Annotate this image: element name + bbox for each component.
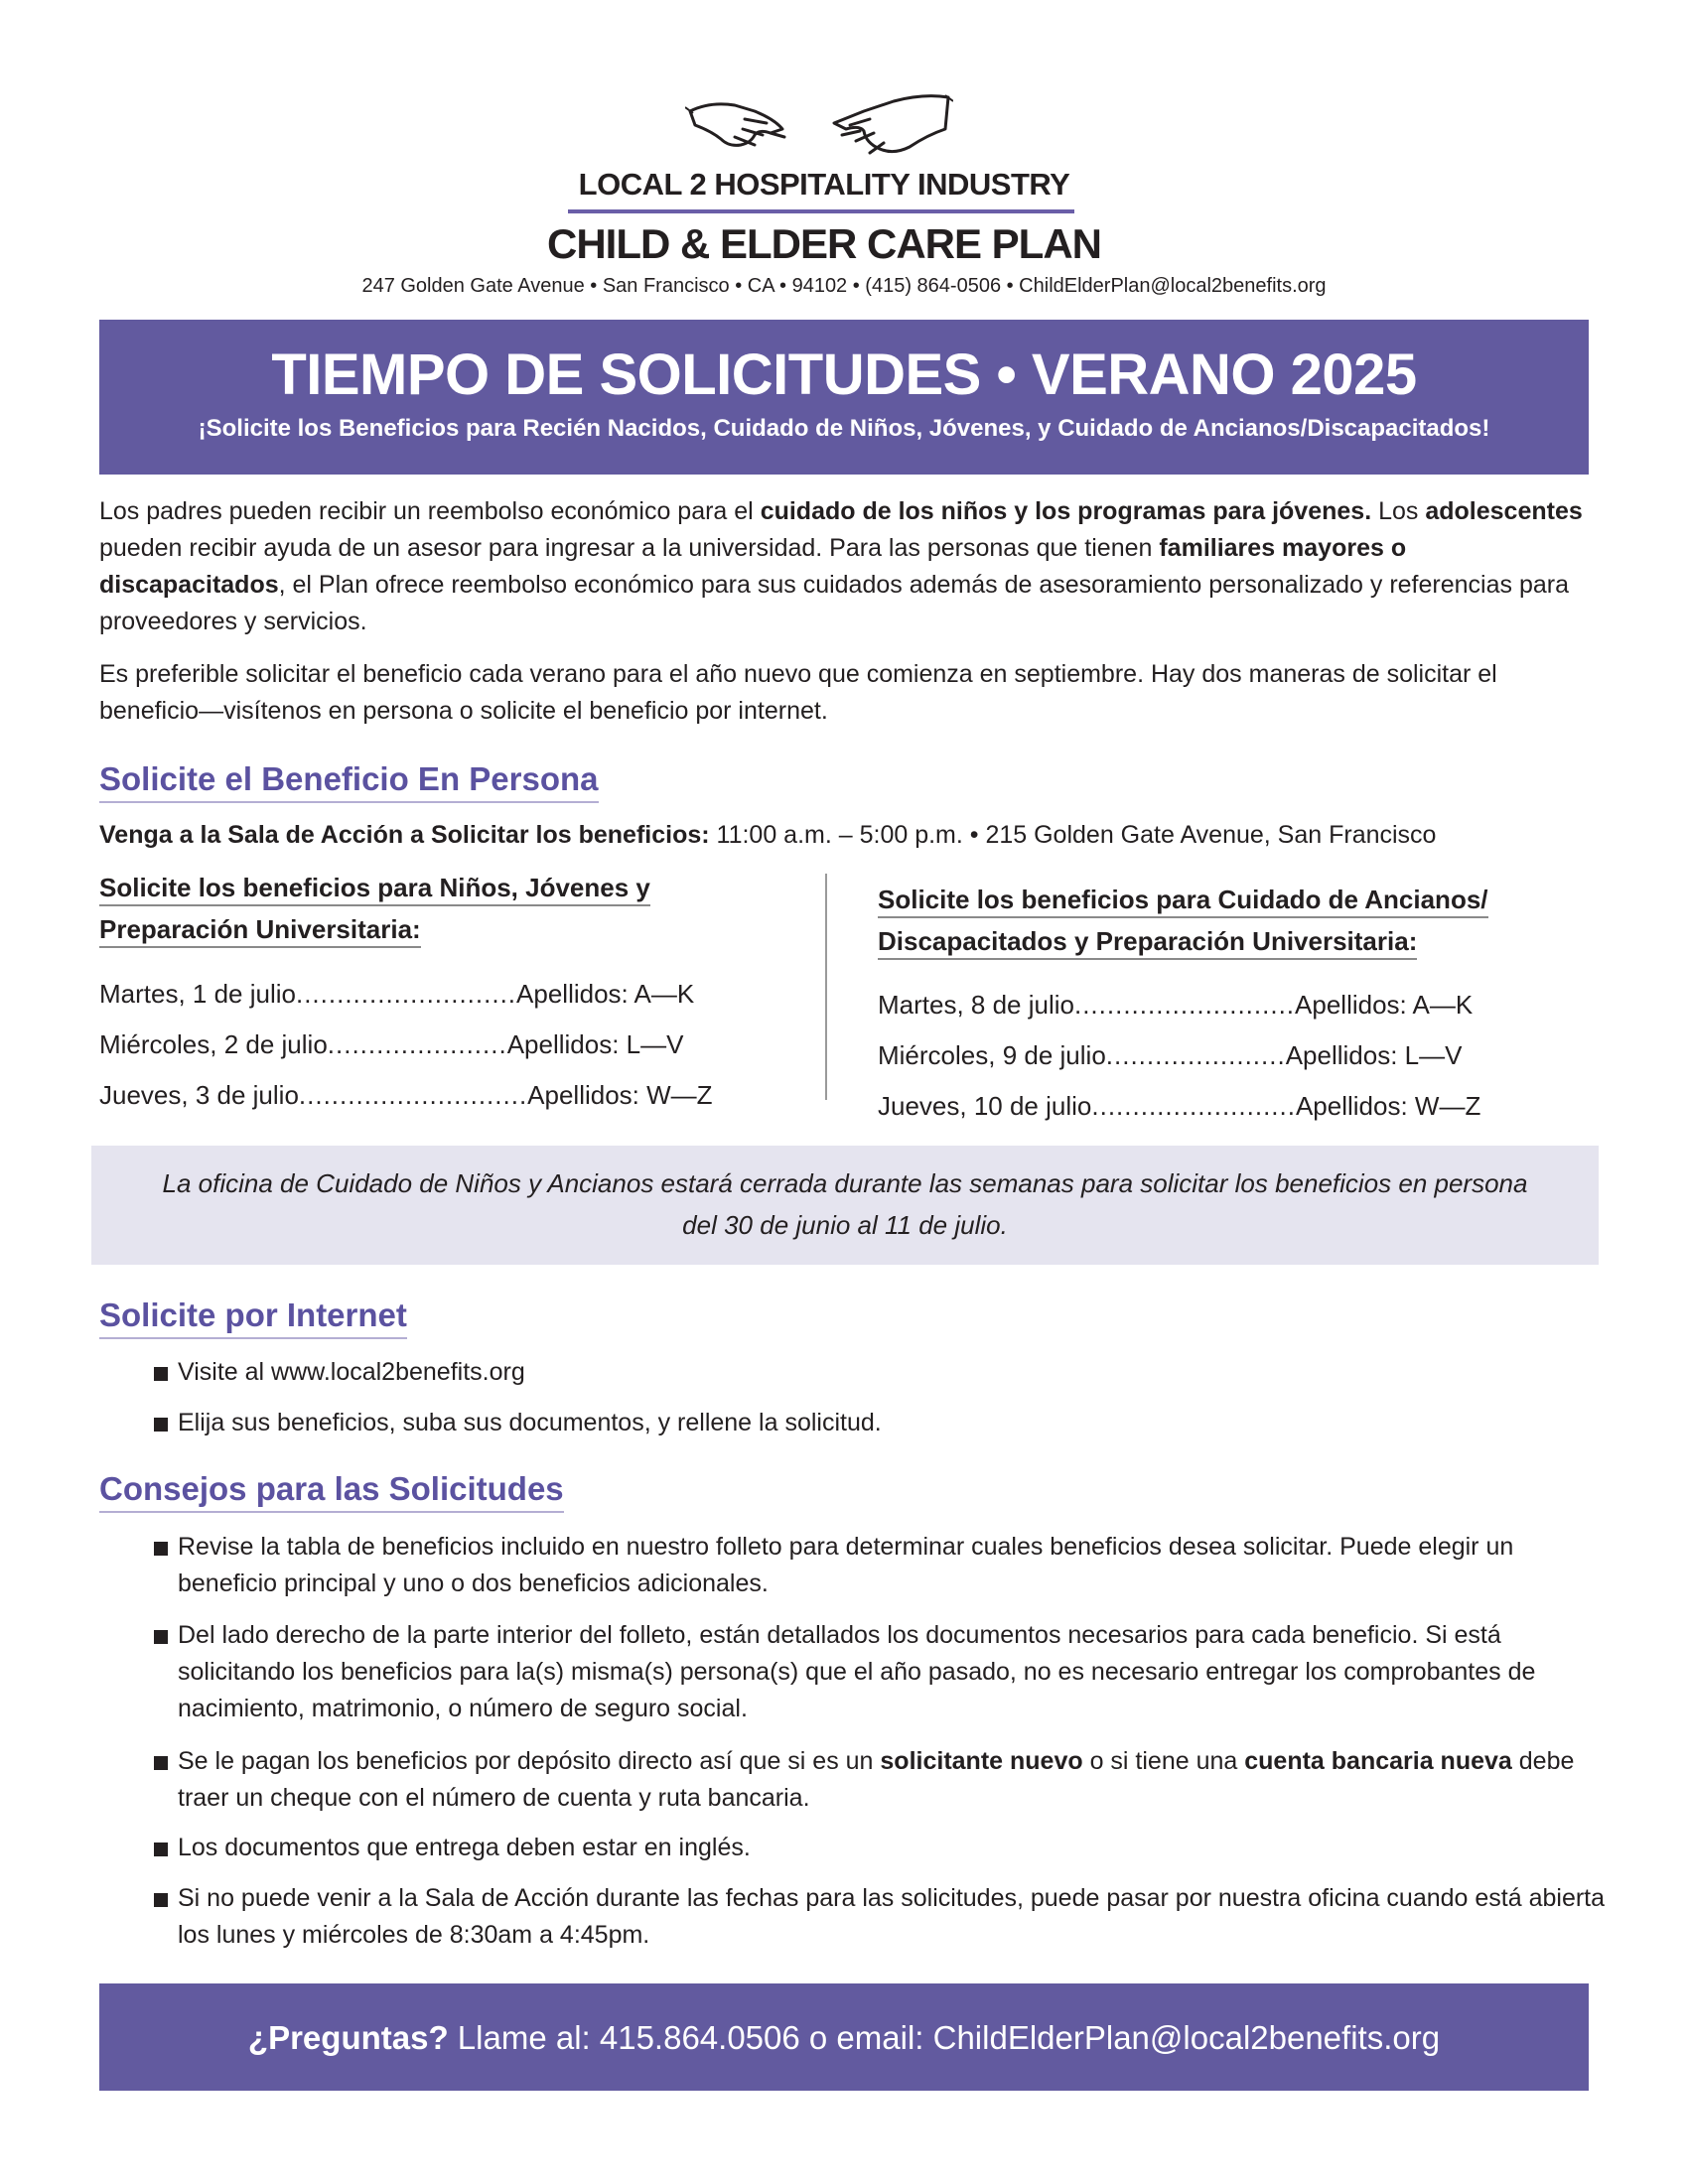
leader-dots: ........................... [295, 979, 517, 1009]
column-divider [825, 874, 827, 1100]
schedule-day: Jueves, 10 de julio [878, 1091, 1092, 1121]
schedule-surnames: Apellidos: W—Z [1295, 1091, 1481, 1121]
section-heading-in-person: Solicite el Beneficio En Persona [99, 759, 599, 803]
schedule-day: Miércoles, 9 de julio [878, 1040, 1106, 1070]
list-item [154, 1880, 1608, 1954]
intro-bold: cuidado de los niños y los programas para jóvenes. [760, 497, 1372, 525]
schedule-day: Martes, 1 de julio [99, 979, 296, 1009]
list-item-text: Si no puede venir a la Sala de Acción durante las fechas para las solicitudes, puede pasar por nuestra oficina cuando está abierta los lunes y miércoles de 8:30am a 4:45pm. [178, 1884, 1606, 1949]
schedule-surnames: Apellidos: L—V [1285, 1040, 1463, 1070]
org-name-divider [568, 209, 1074, 213]
venue-bold: Venga a la Sala de Acción a Solicitar los beneficios: [99, 821, 710, 849]
venue-line [99, 817, 1589, 854]
square-bullet-icon [154, 1756, 168, 1770]
intro-paragraph-2: Es preferible solicitar el beneficio cada verano para el año nuevo que comienza en septiembre. Hay dos maneras de solicitar el beneficio—visítenos en persona o solicite el beneficio por internet. [99, 660, 1497, 725]
intro-paragraph-1 [99, 493, 1589, 640]
right-column-heading [878, 879, 1488, 962]
square-bullet-icon [154, 1542, 168, 1556]
intro-bold: adolescentes [1425, 497, 1583, 525]
schedule-surnames: Apellidos: W—Z [527, 1080, 713, 1110]
schedule-row [99, 974, 794, 1024]
schedule-surnames: Apellidos: A—K [516, 979, 695, 1009]
list-item-text: Los documentos que entrega deben estar en inglés. [178, 1834, 751, 1861]
schedule-day: Miércoles, 2 de julio [99, 1029, 328, 1059]
contact-address: 247 Golden Gate Avenue • San Francisco • CA • 94102 • (415) 864-0506 • ChildElderPlan@local2benefits.org [361, 275, 1327, 297]
schedule-row [878, 1086, 1573, 1137]
list-item-text: Del lado derecho de la parte interior del folleto, están detallados los documentos necesarios para cada beneficio. Si está solicitando los beneficios para la(s) misma(s) persona(s) que el año pasado, no es necesario entregar los comprobantes de nacimiento, matrimonio, o número de seguro social. [178, 1621, 1536, 1722]
leader-dots: ...................... [1105, 1040, 1286, 1070]
leader-dots: ...................... [327, 1029, 507, 1059]
intro-text: Los padres pueden recibir un reembolso económico para el [99, 497, 761, 525]
square-bullet-icon [154, 1893, 168, 1907]
list-item-text: Visite al www.local2benefits.org [178, 1358, 525, 1386]
banner-title: TIEMPO DE SOLICITUDES • VERANO 2025 [271, 342, 1417, 407]
right-head-line1: Solicite los beneficios para Cuidado de Ancianos/ [878, 885, 1488, 918]
schedule-row [878, 1035, 1573, 1086]
notice-text [91, 1162, 1599, 1246]
intro-text: , el Plan ofrece reembolso económico para sus cuidados además de asesoramiento personalizado y referencias para proveedores y servicios. [99, 571, 1569, 635]
intro-text: pueden recibir ayuda de un asesor para ingresar a la universidad. Para las personas que tienen [99, 534, 1160, 562]
intro-bold: familiares mayores o discapacitados [99, 534, 1407, 599]
list-item [154, 1354, 1608, 1391]
list-item [154, 1830, 1608, 1866]
list-item-text: Se le pagan los beneficios por depósito directo así que si es un [178, 1747, 881, 1775]
right-head-line2: Discapacitados y Preparación Universitaria: [878, 926, 1417, 960]
contact-footer [99, 1983, 1589, 2091]
org-name-line2: CHILD & ELDER CARE PLAN [546, 220, 1101, 267]
leader-dots: ............................ [298, 1080, 528, 1110]
leader-dots: ........................... [1073, 990, 1296, 1020]
square-bullet-icon [154, 1418, 168, 1432]
schedule-row [878, 985, 1573, 1035]
square-bullet-icon [154, 1843, 168, 1856]
list-item [154, 1743, 1608, 1817]
office-closed-notice [91, 1146, 1599, 1265]
list-item-text: o si tiene una [1082, 1747, 1245, 1775]
schedule-row [99, 1024, 794, 1075]
schedule-surnames: Apellidos: A—K [1295, 990, 1474, 1020]
schedule-day: Jueves, 3 de julio [99, 1080, 299, 1110]
left-head-line1: Solicite los beneficios para Niños, Jóvenes y [99, 873, 650, 906]
section-heading-tips: Consejos para las Solicitudes [99, 1469, 564, 1513]
square-bullet-icon [154, 1630, 168, 1644]
hands-logo [685, 89, 953, 169]
banner-subtitle: ¡Solicite los Beneficios para Recién Nacidos, Cuidado de Niños, Jóvenes, y Cuidado de Ancianos/Discapacitados! [198, 415, 1490, 442]
left-column-heading [99, 867, 650, 950]
list-item-bold: solicitante nuevo [880, 1747, 1083, 1775]
list-item [154, 1617, 1608, 1727]
schedule-row [99, 1075, 794, 1126]
square-bullet-icon [154, 1367, 168, 1381]
notice-line2: del 30 de junio al 11 de julio. [682, 1210, 1008, 1240]
list-item-bold: cuenta bancaria nueva [1244, 1747, 1512, 1775]
list-item [154, 1529, 1608, 1602]
leader-dots: ......................... [1091, 1091, 1296, 1121]
list-item-text: Revise la tabla de beneficios incluido en nuestro folleto para determinar cuales beneficios desea solicitar. Puede elegir un beneficio principal y uno o dos beneficios adicionales. [178, 1533, 1514, 1597]
schedule-day: Martes, 8 de julio [878, 990, 1074, 1020]
footer-contact: Llame al: 415.864.0506 o email: ChildElderPlan@local2benefits.org [448, 2019, 1441, 2056]
section-heading-online: Solicite por Internet [99, 1296, 407, 1339]
list-item [154, 1405, 1608, 1441]
list-item-text: debe traer un cheque con el número de cuenta y ruta bancaria. [178, 1747, 1575, 1812]
venue-details: 11:00 a.m. – 5:00 p.m. • 215 Golden Gate Avenue, San Francisco [709, 821, 1437, 849]
title-banner [99, 320, 1589, 475]
org-name-line1: LOCAL 2 HOSPITALITY INDUSTRY [578, 167, 1070, 202]
footer-question: ¿Preguntas? [247, 2019, 449, 2056]
schedule-surnames: Apellidos: L—V [506, 1029, 684, 1059]
intro-text: Los [1371, 497, 1426, 525]
list-item-text: Elija sus beneficios, suba sus documentos, y rellene la solicitud. [178, 1409, 882, 1436]
left-head-line2: Preparación Universitaria: [99, 914, 421, 948]
footer-text [99, 2019, 1589, 2057]
notice-line1: La oficina de Cuidado de Niños y Ancianos estará cerrada durante las semanas para solicitar los beneficios en persona [162, 1168, 1528, 1198]
